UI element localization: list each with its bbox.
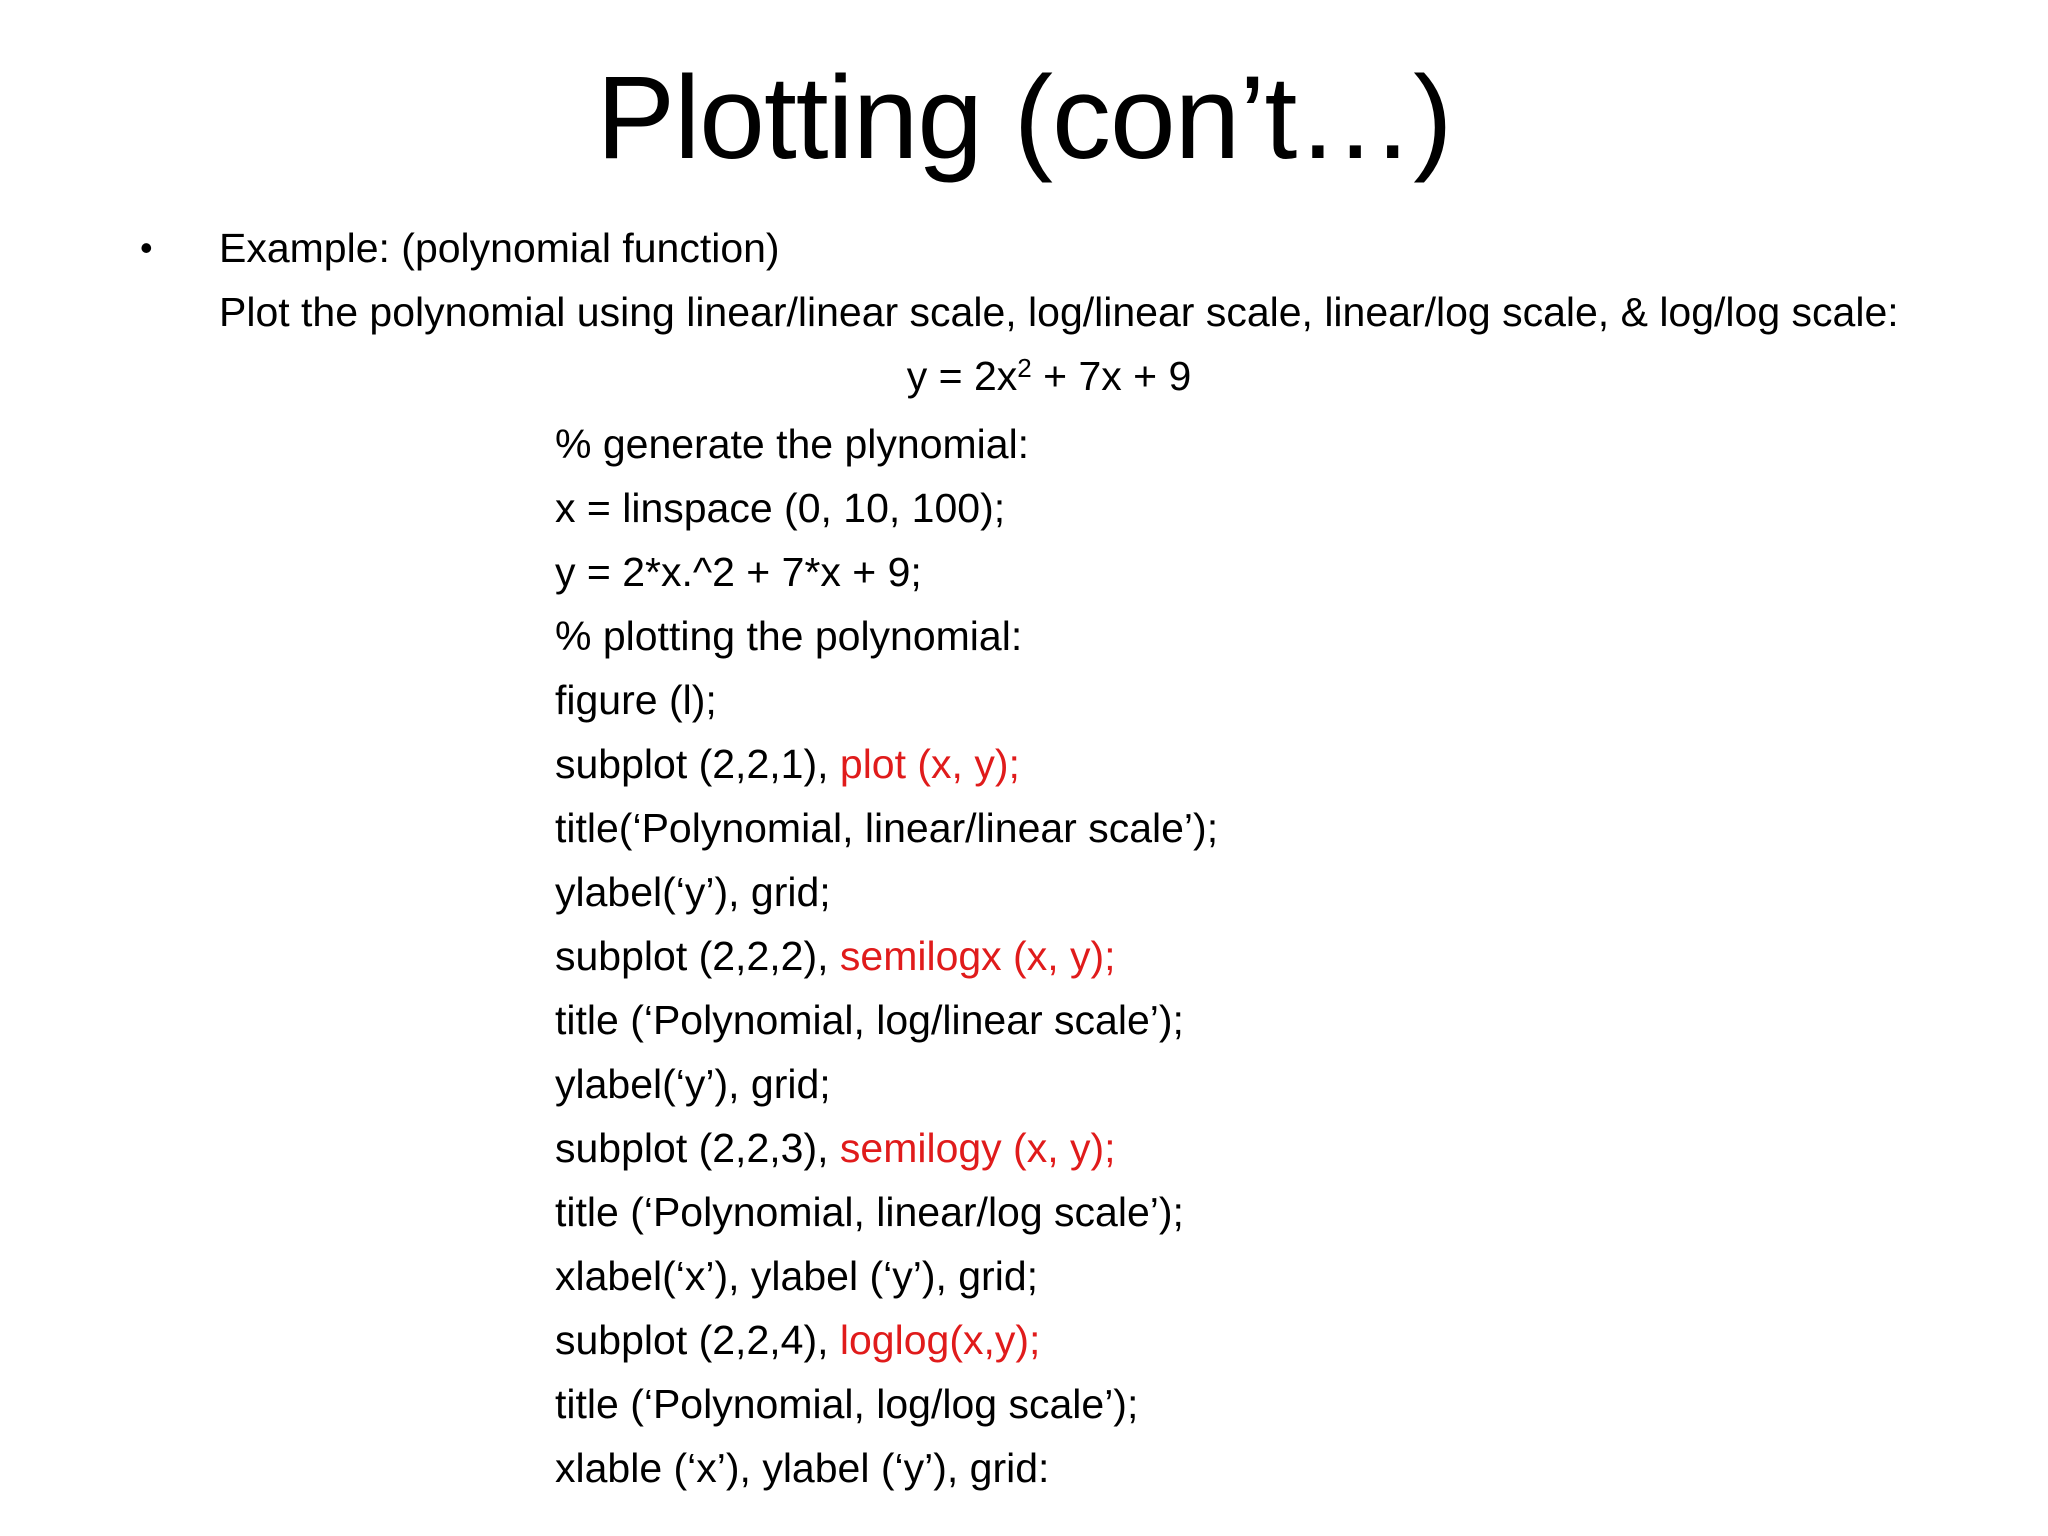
code-line (555, 540, 1855, 604)
code-line (555, 1372, 1855, 1436)
code-line (555, 476, 1855, 540)
code-text: % generate the plynomial: (555, 421, 1030, 467)
code-text: % plotting the polynomial: (555, 613, 1023, 659)
code-line (555, 604, 1855, 668)
polynomial-equation (0, 348, 2048, 404)
code-highlight: loglog(x,y); (839, 1317, 1041, 1363)
code-text: subplot (2,2,3), (555, 1125, 840, 1171)
code-line (555, 668, 1855, 732)
code-text: title (‘Polynomial, log/linear scale’); (555, 997, 1184, 1043)
code-text: subplot (2,2,1), (555, 741, 840, 787)
code-text: x = linspace (0, 10, 100); (555, 485, 1006, 531)
code-text: figure (l); (555, 677, 717, 723)
code-text: ylabel(‘y’), grid; (555, 1061, 831, 1107)
code-line (555, 988, 1855, 1052)
code-line (555, 1308, 1855, 1372)
code-line (555, 412, 1855, 476)
bullet-icon: • (140, 227, 153, 268)
code-line (555, 1180, 1855, 1244)
code-line (555, 1436, 1855, 1500)
code-text: title (‘Polynomial, log/log scale’); (555, 1381, 1139, 1427)
equation-suffix: + 7x + 9 (1031, 353, 1192, 399)
code-line (555, 860, 1855, 924)
code-text: y = 2*x.^2 + 7*x + 9; (555, 549, 922, 595)
code-line (555, 796, 1855, 860)
code-highlight: plot (x, y); (839, 741, 1020, 787)
code-highlight: semilogx (x, y); (839, 933, 1116, 979)
example-description: Plot the polynomial using linear/linear scale, log/linear scale, linear/log scale, & log/log scale: (219, 289, 1899, 335)
example-heading: Example: (polynomial function) (219, 225, 780, 271)
code-text: xlabel(‘x’), ylabel (‘y’), grid; (555, 1253, 1039, 1299)
equation-prefix: y = 2x (906, 353, 1018, 399)
code-block (555, 412, 1855, 1500)
code-line (555, 1244, 1855, 1308)
code-line (555, 732, 1855, 796)
code-text: xlable (‘x’), ylabel (‘y’), grid: (555, 1445, 1050, 1491)
code-text: subplot (2,2,4), (555, 1317, 840, 1363)
code-text: ylabel(‘y’), grid; (555, 869, 831, 915)
code-highlight: semilogy (x, y); (839, 1125, 1116, 1171)
code-text: title (‘Polynomial, linear/log scale’); (555, 1189, 1184, 1235)
code-line (555, 1116, 1855, 1180)
code-text: title(‘Polynomial, linear/linear scale’); (555, 805, 1219, 851)
code-line (555, 924, 1855, 988)
code-text: subplot (2,2,2), (555, 933, 840, 979)
equation-exponent: 2 (1017, 353, 1032, 383)
code-line (555, 1052, 1855, 1116)
slide-title: Plotting (con’t…) (596, 52, 1452, 184)
